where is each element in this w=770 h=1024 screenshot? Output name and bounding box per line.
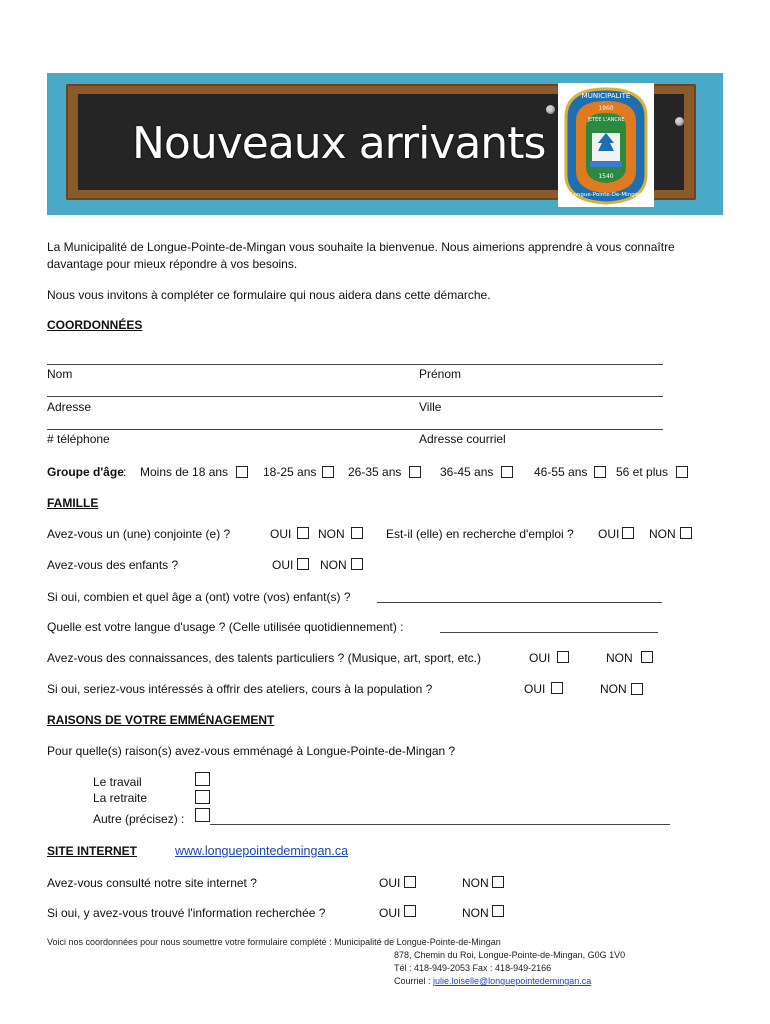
raison-travail-checkbox[interactable] [195, 772, 210, 786]
age-option-label: 18-25 ans [263, 465, 317, 479]
age-option-label: 46-55 ans [534, 465, 588, 479]
age-option-label: 36-45 ans [440, 465, 494, 479]
conjoint-non-checkbox[interactable] [351, 527, 363, 539]
question-raisons: Pour quelle(s) raison(s) avez-vous emménagé à Longue-Pointe-de-Mingan ? [47, 744, 456, 758]
age-group-colon: : [123, 465, 127, 479]
section-heading-coordonnees: COORDONNÉES [47, 318, 143, 332]
raison-autre-label: Autre (précisez) : [93, 812, 185, 826]
intro-line: davantage pour mieux répondre à vos besoins. [47, 257, 298, 271]
oui-label: OUI [529, 651, 551, 665]
question-site-trouve: Si oui, y avez-vous trouvé l'information recherchée ? [47, 906, 326, 920]
oui-label: OUI [524, 682, 546, 696]
talents-non-checkbox[interactable] [641, 651, 653, 663]
logo-text-bottom: Longue-Pointe-De-Mingan [570, 192, 642, 198]
non-label: NON [320, 558, 347, 572]
question-age-enfants: Si oui, combien et quel âge a (ont) votre (vos) enfant(s) ? [47, 590, 351, 604]
age-checkbox-under-18[interactable] [236, 466, 248, 478]
nom-label: Nom [47, 367, 73, 381]
raison-retraite-checkbox[interactable] [195, 790, 210, 804]
raison-travail-label: Le travail [93, 775, 142, 789]
telephone-label: # téléphone [47, 432, 110, 446]
logo-text-top: MUNICIPALITÉ [581, 92, 631, 100]
website-link[interactable]: www.longuepointedemingan.ca [175, 844, 349, 858]
question-conjoint: Avez-vous un (une) conjointe (e) ? [47, 527, 231, 541]
oui-label: OUI [379, 906, 401, 920]
talents-oui-checkbox[interactable] [557, 651, 569, 663]
site-trouve-non-checkbox[interactable] [492, 905, 504, 917]
section-heading-famille: FAMILLE [47, 496, 99, 510]
age-checkbox-46-55[interactable] [594, 466, 606, 478]
footer-line: Voici nos coordonnées pour nous soumettre votre formulaire complété : Municipalité de Longue-Pointe-de-Mingan [47, 937, 501, 947]
adresse-ville-field[interactable] [47, 396, 663, 397]
footer-phone-fax: Tél : 418-949-2053 Fax : 418-949-2166 [394, 963, 552, 973]
site-consulte-oui-checkbox[interactable] [404, 876, 416, 888]
logo-year-bottom: 1540 [598, 173, 614, 180]
question-langue: Quelle est votre langue d'usage ? (Celle utilisée quotidiennement) : [47, 620, 404, 634]
age-group-label: Groupe d'âge [47, 465, 124, 479]
telephone-courriel-field[interactable] [47, 429, 663, 430]
question-emploi: Est-il (elle) en recherche d'emploi ? [386, 527, 574, 541]
question-site-consulte: Avez-vous consulté notre site internet ? [47, 876, 257, 890]
logo-text-side: JETÉE L'ANCRE [587, 117, 625, 123]
raison-autre-field[interactable] [210, 824, 670, 825]
oui-label: OUI [598, 527, 620, 541]
raison-retraite-label: La retraite [93, 791, 148, 805]
age-checkbox-36-45[interactable] [501, 466, 513, 478]
nail-icon [675, 117, 684, 126]
section-heading-raisons: RAISONS DE VOTRE EMMÉNAGEMENT [47, 713, 275, 727]
emploi-non-checkbox[interactable] [680, 527, 692, 539]
municipality-logo [558, 83, 654, 207]
age-checkbox-26-35[interactable] [409, 466, 421, 478]
site-consulte-non-checkbox[interactable] [492, 876, 504, 888]
intro-line: La Municipalité de Longue-Pointe-de-Mingan vous souhaite la bienvenue. Nous aimerions apprendre à vous connaître [47, 240, 675, 254]
oui-label: OUI [270, 527, 292, 541]
intro-line: Nous vous invitons à compléter ce formulaire qui nous aidera dans cette démarche. [47, 288, 491, 302]
age-option-label: 56 et plus [616, 465, 669, 479]
ateliers-non-checkbox[interactable] [631, 683, 643, 695]
non-label: NON [462, 876, 489, 890]
footer-email-row [394, 975, 591, 987]
emploi-oui-checkbox[interactable] [622, 527, 634, 539]
courriel-label: Adresse courriel [419, 432, 506, 446]
non-label: NON [606, 651, 633, 665]
non-label: NON [462, 906, 489, 920]
logo-year-top: 1960 [598, 105, 614, 112]
enfants-oui-checkbox[interactable] [297, 558, 309, 570]
raison-autre-checkbox[interactable] [195, 808, 210, 822]
footer-address: 878, Chemin du Roi, Longue-Pointe-de-Mingan, G0G 1V0 [394, 950, 626, 960]
question-talents: Avez-vous des connaissances, des talents particuliers ? (Musique, art, sport, etc.) [47, 651, 481, 665]
question-enfants: Avez-vous des enfants ? [47, 558, 179, 572]
footer-email-link[interactable]: julie.loiselle@longuepointedemingan.ca [433, 976, 592, 986]
page-title: Nouveaux arrivants [132, 118, 546, 169]
oui-label: OUI [272, 558, 294, 572]
age-option-label: Moins de 18 ans [140, 465, 229, 479]
section-heading-site: SITE INTERNET [47, 844, 138, 858]
oui-label: OUI [379, 876, 401, 890]
conjoint-oui-checkbox[interactable] [297, 527, 309, 539]
nom-prenom-field[interactable] [47, 364, 663, 365]
non-label: NON [600, 682, 627, 696]
age-option-label: 26-35 ans [348, 465, 402, 479]
site-trouve-oui-checkbox[interactable] [404, 905, 416, 917]
nail-icon [546, 105, 555, 114]
ateliers-oui-checkbox[interactable] [551, 682, 563, 694]
ville-label: Ville [419, 400, 442, 414]
adresse-label: Adresse [47, 400, 92, 414]
non-label: NON [318, 527, 345, 541]
enfants-non-checkbox[interactable] [351, 558, 363, 570]
langue-field[interactable] [440, 632, 658, 633]
question-ateliers: Si oui, seriez-vous intéressés à offrir des ateliers, cours à la population ? [47, 682, 433, 696]
prenom-label: Prénom [419, 367, 462, 381]
age-checkbox-56-plus[interactable] [676, 466, 688, 478]
non-label: NON [649, 527, 676, 541]
footer-email-label: Courriel : [394, 976, 434, 986]
age-enfants-field[interactable] [377, 602, 662, 603]
age-checkbox-18-25[interactable] [322, 466, 334, 478]
